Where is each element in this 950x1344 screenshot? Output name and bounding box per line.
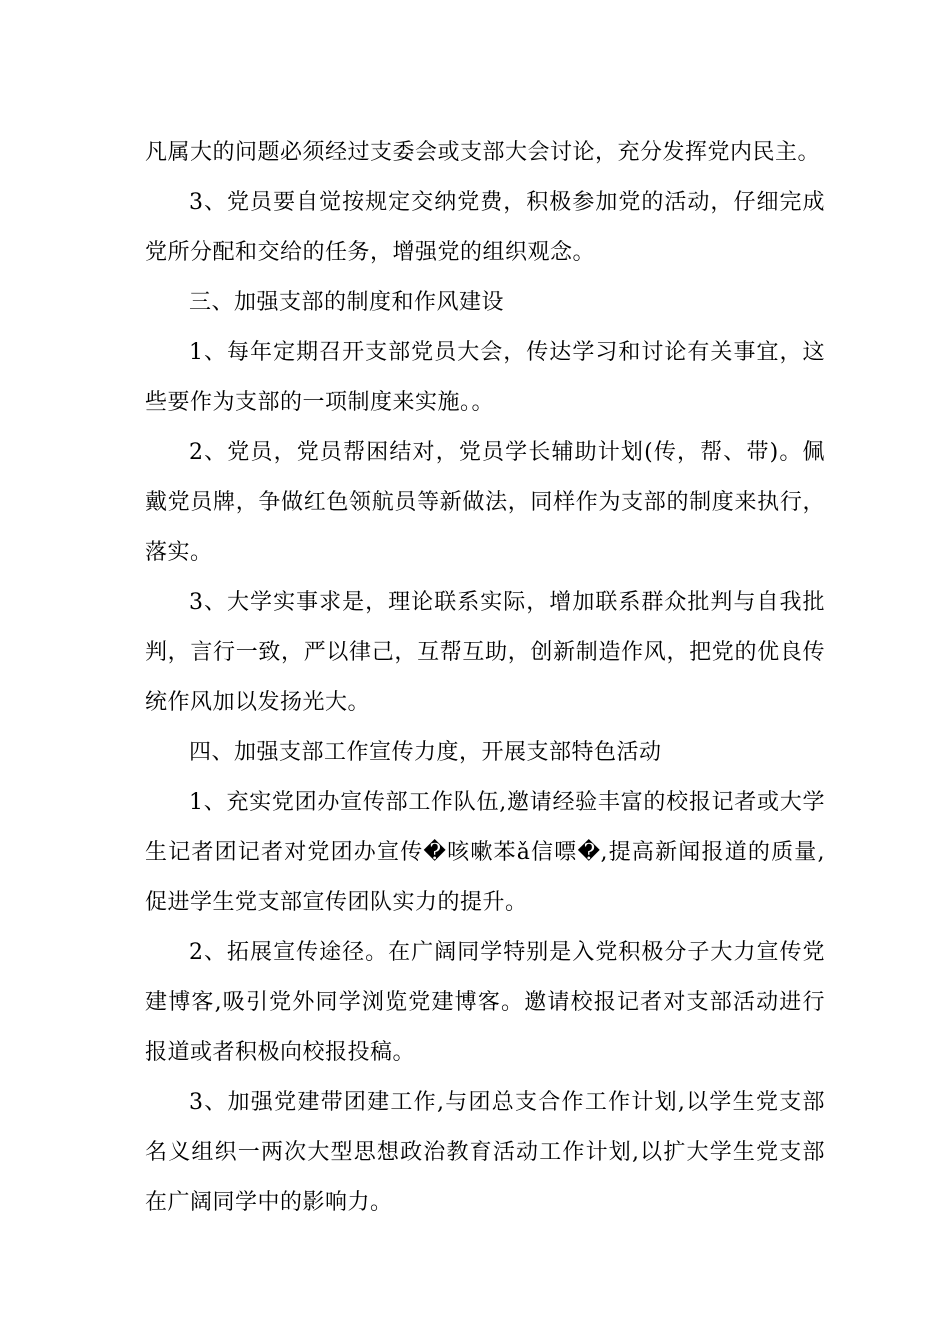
paragraph-youth-league: 3、加强党建带团建工作,与团总支合作工作计划,以学生党支部名义组织一两次大型思想政治教育活动工作计划,以扩大学生党支部在广阔同学中的影响力。 [145, 1090, 825, 1215]
paragraph-work-style: 3、大学实事求是，理论联系实际，增加联系群众批判与自我批判，言行一致，严以律己，互帮互助，创新制造作风，把党的优良传统作风加以发扬光大。 [145, 590, 825, 715]
paragraph-annual-meeting: 1、每年定期召开支部党员大会，传达学习和讨论有关事宜，这些要作为支部的一项制度来实施。。 [145, 340, 825, 415]
paragraph-continuation: 凡属大的问题必须经过支委会或支部大会讨论，充分发挥党内民主。 [145, 140, 821, 165]
document-body [145, 128, 825, 1228]
paragraph-party-dues: 3、党员要自觉按规定交纳党费，积极参加党的活动，仔细完成党所分配和交给的任务，增强党的组织观念。 [145, 190, 825, 265]
paragraph-mentoring-plan: 2、党员，党员帮困结对，党员学长辅助计划(传，帮、带)。佩戴党员牌，争做红色领航员等新做法，同样作为支部的制度来执行，落实。 [145, 440, 825, 565]
paragraph-publicity-channels: 2、拓展宣传途径。在广阔同学特别是入党积极分子大力宣传党建博客,吸引党外同学浏览党建博客。邀请校报记者对支部活动进行报道或者积极向校报投稿。 [145, 940, 825, 1065]
section-heading-publicity: 四、加强支部工作宣传力度，开展支部特色活动 [189, 740, 662, 765]
section-heading-system-building: 三、加强支部的制度和作风建设 [189, 290, 505, 315]
paragraph-publicity-team: 1、充实党团办宣传部工作队伍,邀请经验丰富的校报记者或大学生记者团记者对党团办宣传�咳嗽苯ǎ信嘌�,提高新闻报道的质量,促进学生党支部宣传团队实力的提升。 [145, 790, 825, 915]
